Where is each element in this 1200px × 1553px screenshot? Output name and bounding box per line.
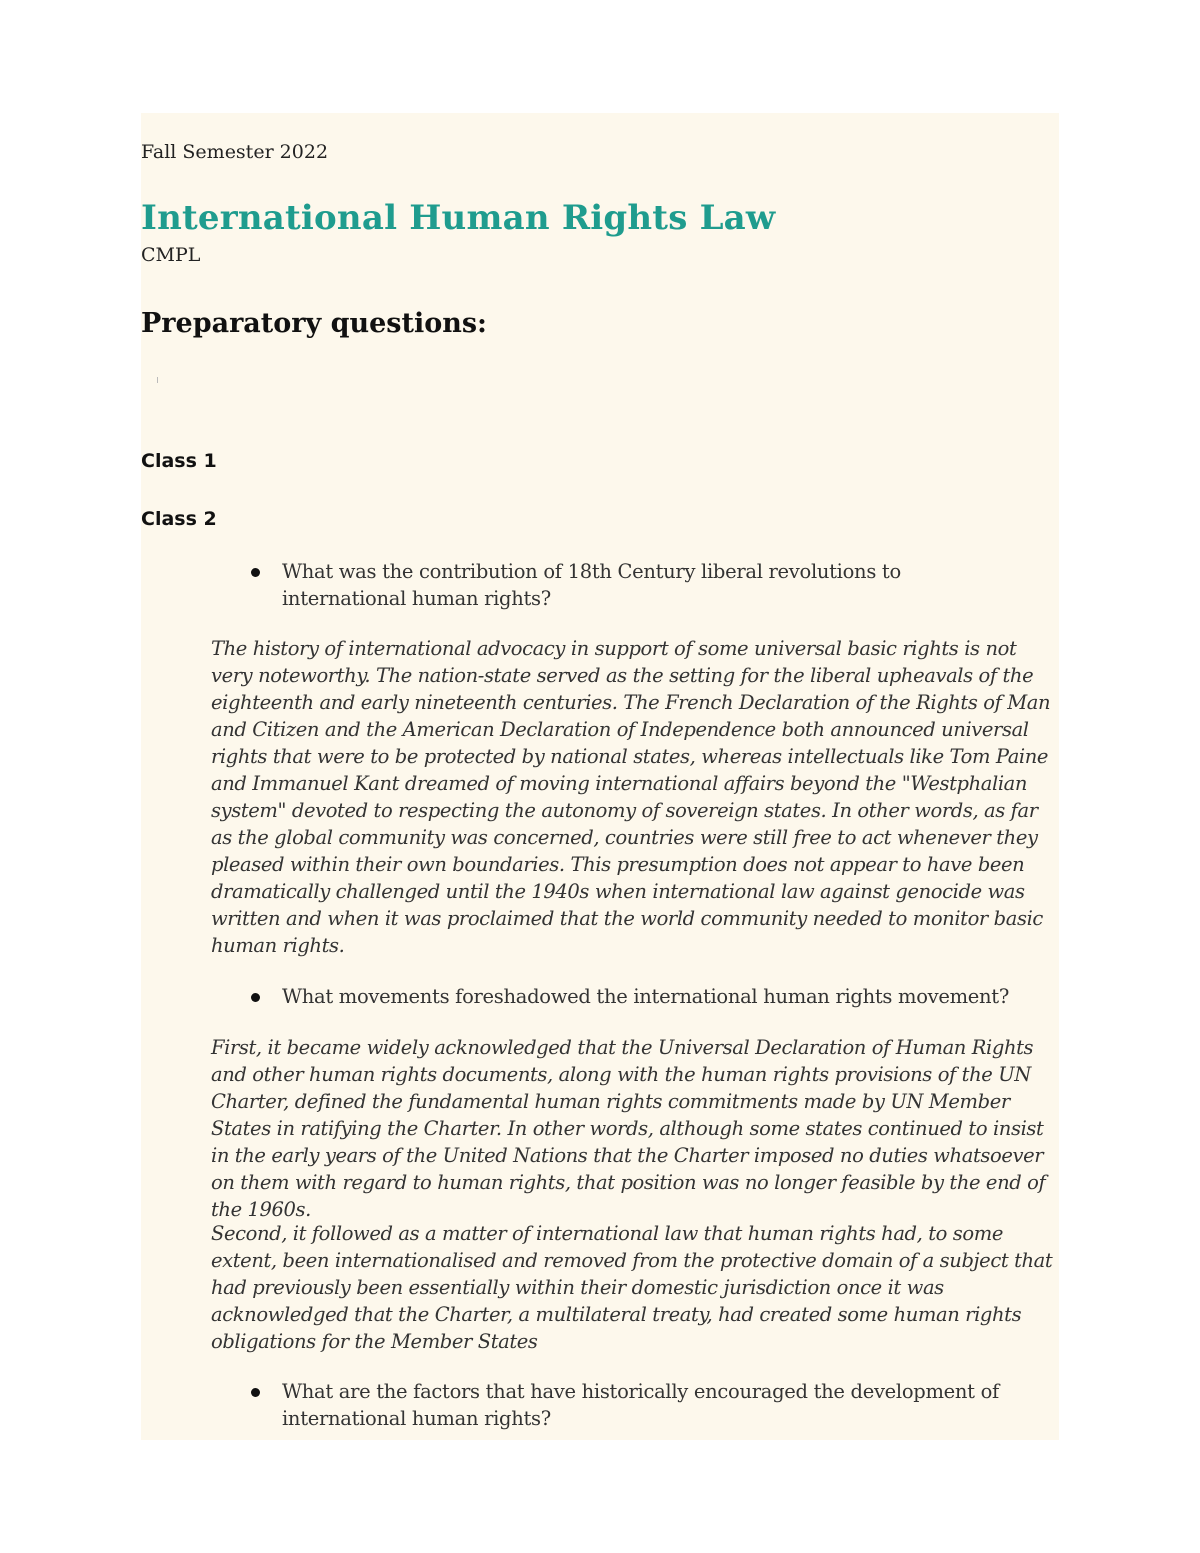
question-1: What was the contribution of 18th Century liberal revolutions to international human rights? — [282, 560, 901, 610]
class-1-heading: Class 1 — [141, 450, 217, 472]
bullet-icon — [251, 568, 260, 577]
semester-label: Fall Semester 2022 — [141, 141, 329, 163]
stray-mark — [157, 377, 158, 383]
document-title: International Human Rights Law — [141, 198, 776, 238]
class-2-heading: Class 2 — [141, 508, 217, 530]
question-2: What movements foreshadowed the international human rights movement? — [282, 985, 1009, 1008]
answer-2: First, it became widely acknowledged that the Universal Declaration of Human Rights and other human rights documents, along with the human rights provisions of the UN Charter, defined the fundamental human rights commitments made by UN Member States in ratifying the Charter. In other words, although some states continued to insist in the early years of the United Nations that the Charter imposed no duties whatsoever on them with regard to human rights, that position was no longer feasible by the end of the 1960s. — [211, 1036, 1046, 1221]
section-heading: Preparatory questions: — [141, 308, 488, 339]
document-page — [141, 113, 1059, 1440]
bullet-icon — [251, 1388, 260, 1397]
answer-3: Second, it followed as a matter of international law that human rights had, to some extent, been internationalised and removed from the protective domain of a subject that had previously been essentially within their domestic jurisdiction once it was acknowledged that the Charter, a multilateral treaty, had created some human rights obligations for the Member States — [211, 1222, 1053, 1353]
course-code: CMPL — [141, 244, 201, 266]
answer-1: The history of international advocacy in support of some universal basic rights is not very noteworthy. The nation-state served as the setting for the liberal upheavals of the eighteenth and early nineteenth centuries. The French Declaration of the Rights of Man and Citizen and the American Declaration of Independence both announced universal rights that were to be protected by national states, whereas intellectuals like Tom Paine and Immanuel Kant dreamed of moving international affairs beyond the "Westphalian system" devoted to respecting the autonomy of sovereign states. In other words, as far as the global community was concerned, countries were still free to act whenever they pleased within their own boundaries. This presumption does not appear to have been dramatically challenged until the 1940s when international law against genocide was written and when it was proclaimed that the world community needed to monitor basic human rights. — [211, 637, 1051, 957]
question-3: What are the factors that have historically encouraged the development of international human rights? — [282, 1380, 999, 1430]
bullet-icon — [251, 993, 260, 1002]
